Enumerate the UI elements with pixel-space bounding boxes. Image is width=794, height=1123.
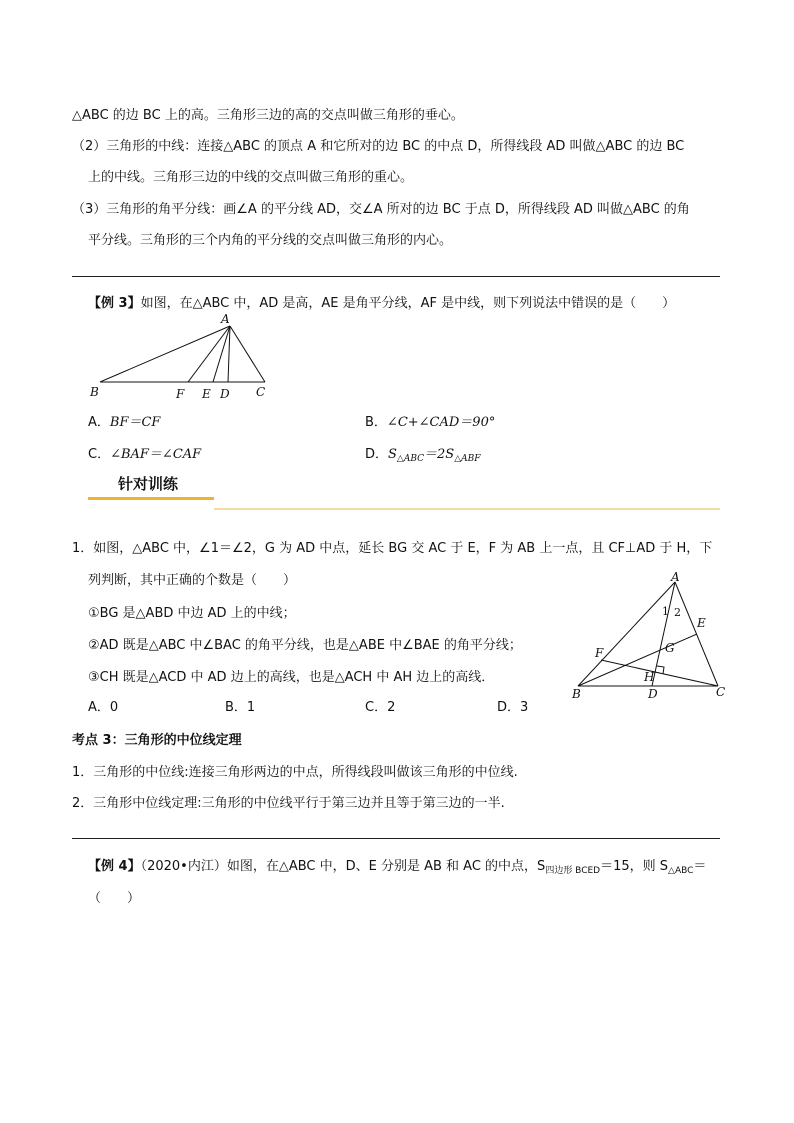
problem1-option-b[interactable]: B．1 bbox=[225, 700, 256, 715]
label-e: E bbox=[202, 387, 211, 401]
label-a: A bbox=[671, 570, 680, 584]
problem1-figure bbox=[568, 568, 738, 708]
divider-2 bbox=[72, 838, 720, 839]
example4-question: 【例 4】（2020•内江）如图，在△ABC 中，D、E 分别是 AB 和 AC 的中点，$S_{四边形 BCED}=15$，则 $S_{\triangle ABC}=$ bbox=[88, 859, 707, 876]
problem1-option-d[interactable]: D．3 bbox=[497, 700, 529, 715]
example3-tag: 【例 3】 bbox=[88, 296, 141, 311]
problem1-line-1: 1．如图，△ABC 中，∠1＝∠2，G 为 AD 中点，延长 BG 交 AC 于 E，F 为 AB 上一点，且 CF⊥AD 于 H，下 bbox=[72, 541, 713, 556]
label-angle-2: 2 bbox=[674, 606, 681, 619]
label-h: H bbox=[644, 670, 655, 684]
side-ab bbox=[100, 326, 230, 382]
problem1-option-c[interactable]: C．2 bbox=[365, 700, 396, 715]
label-c: C bbox=[256, 385, 266, 399]
training-heading: 针对训练 bbox=[118, 475, 179, 493]
label-a: A bbox=[221, 312, 230, 326]
label-b: B bbox=[90, 385, 99, 399]
topic3-point-1: 1．三角形的中位线:连接三角形两边的中点，所得线段叫做该三角形的中位线. bbox=[72, 765, 518, 780]
median-af bbox=[188, 326, 230, 382]
problem1-statement-3: ③CH 既是△ACD 中 AD 边上的高线，也是△ACH 中 AH 边上的高线． bbox=[88, 670, 495, 685]
label-angle-1: 1 bbox=[662, 605, 669, 618]
intro-line-4: （3）三角形的角平分线：画∠A 的平分线 AD，交∠A 所对的边 BC 于点 D，所得线段 AD 叫做△ABC 的角 bbox=[72, 202, 690, 217]
label-b: B bbox=[572, 687, 581, 701]
problem1-option-a[interactable]: A．0 bbox=[88, 700, 119, 715]
example3-question-text: 如图，在△ABC 中，AD 是高，AE 是角平分线，AF 是中线，则下列说法中错误的是（ ） bbox=[140, 296, 676, 311]
example3-option-c[interactable]: C．∠BAF＝∠CAF bbox=[88, 447, 202, 462]
training-heading-rule bbox=[214, 508, 720, 510]
example3-question bbox=[88, 292, 675, 311]
label-g: G bbox=[665, 641, 675, 655]
example4-tag: 【例 4】 bbox=[88, 859, 141, 874]
problem1-line-2: 列判断，其中正确的个数是（ ） bbox=[88, 573, 297, 588]
intro-line-3: 上的中线。三角形三边的中线的交点叫做三角形的重心。 bbox=[88, 170, 414, 185]
intro-line-5: 平分线。三角形的三个内角的平分线的交点叫做三角形的内心。 bbox=[88, 233, 453, 248]
example3-option-d[interactable]: D．$S_{\triangle ABC}=2S_{\triangle ABF}$ bbox=[365, 447, 481, 464]
side-ac bbox=[230, 326, 265, 382]
label-c: C bbox=[716, 685, 726, 699]
intro-line-2: （2）三角形的中线：连接△ABC 的顶点 A 和它所对的边 BC 的中点 D，所得线段 AD 叫做△ABC 的边 BC bbox=[72, 139, 685, 154]
topic3-point-2: 2．三角形中位线定理:三角形的中位线平行于第三边并且等于第三边的一半. bbox=[72, 796, 505, 811]
divider-1 bbox=[72, 276, 720, 277]
label-f: F bbox=[595, 646, 604, 660]
side-ab bbox=[578, 582, 675, 686]
example3-option-b[interactable]: B．∠C+∠CAD＝90° bbox=[365, 415, 496, 430]
altitude-ad bbox=[228, 326, 230, 382]
label-d: D bbox=[648, 687, 658, 701]
intro-line-1: △ABC 的边 BC 上的高。三角形三边的高的交点叫做三角形的垂心。 bbox=[72, 108, 464, 123]
segment-be bbox=[578, 634, 697, 686]
bisector-ae bbox=[213, 326, 230, 382]
example4-answer-blank: （ ） bbox=[88, 891, 141, 906]
example3-figure bbox=[80, 312, 280, 402]
problem1-statement-1: ①BG 是△ABD 中边 AD 上的中线； bbox=[88, 606, 296, 621]
example3-option-a[interactable]: A．BF＝CF bbox=[88, 415, 161, 430]
label-e: E bbox=[697, 616, 706, 630]
label-f: F bbox=[176, 387, 185, 401]
label-d: D bbox=[220, 387, 230, 401]
problem1-statement-2: ②AD 既是△ABC 中∠BAC 的角平分线，也是△ABE 中∠BAE 的角平分线； bbox=[88, 638, 522, 653]
segment-cf bbox=[601, 660, 718, 686]
training-heading-underline bbox=[88, 497, 214, 500]
topic3-title: 考点 3：三角形的中位线定理 bbox=[72, 733, 242, 748]
